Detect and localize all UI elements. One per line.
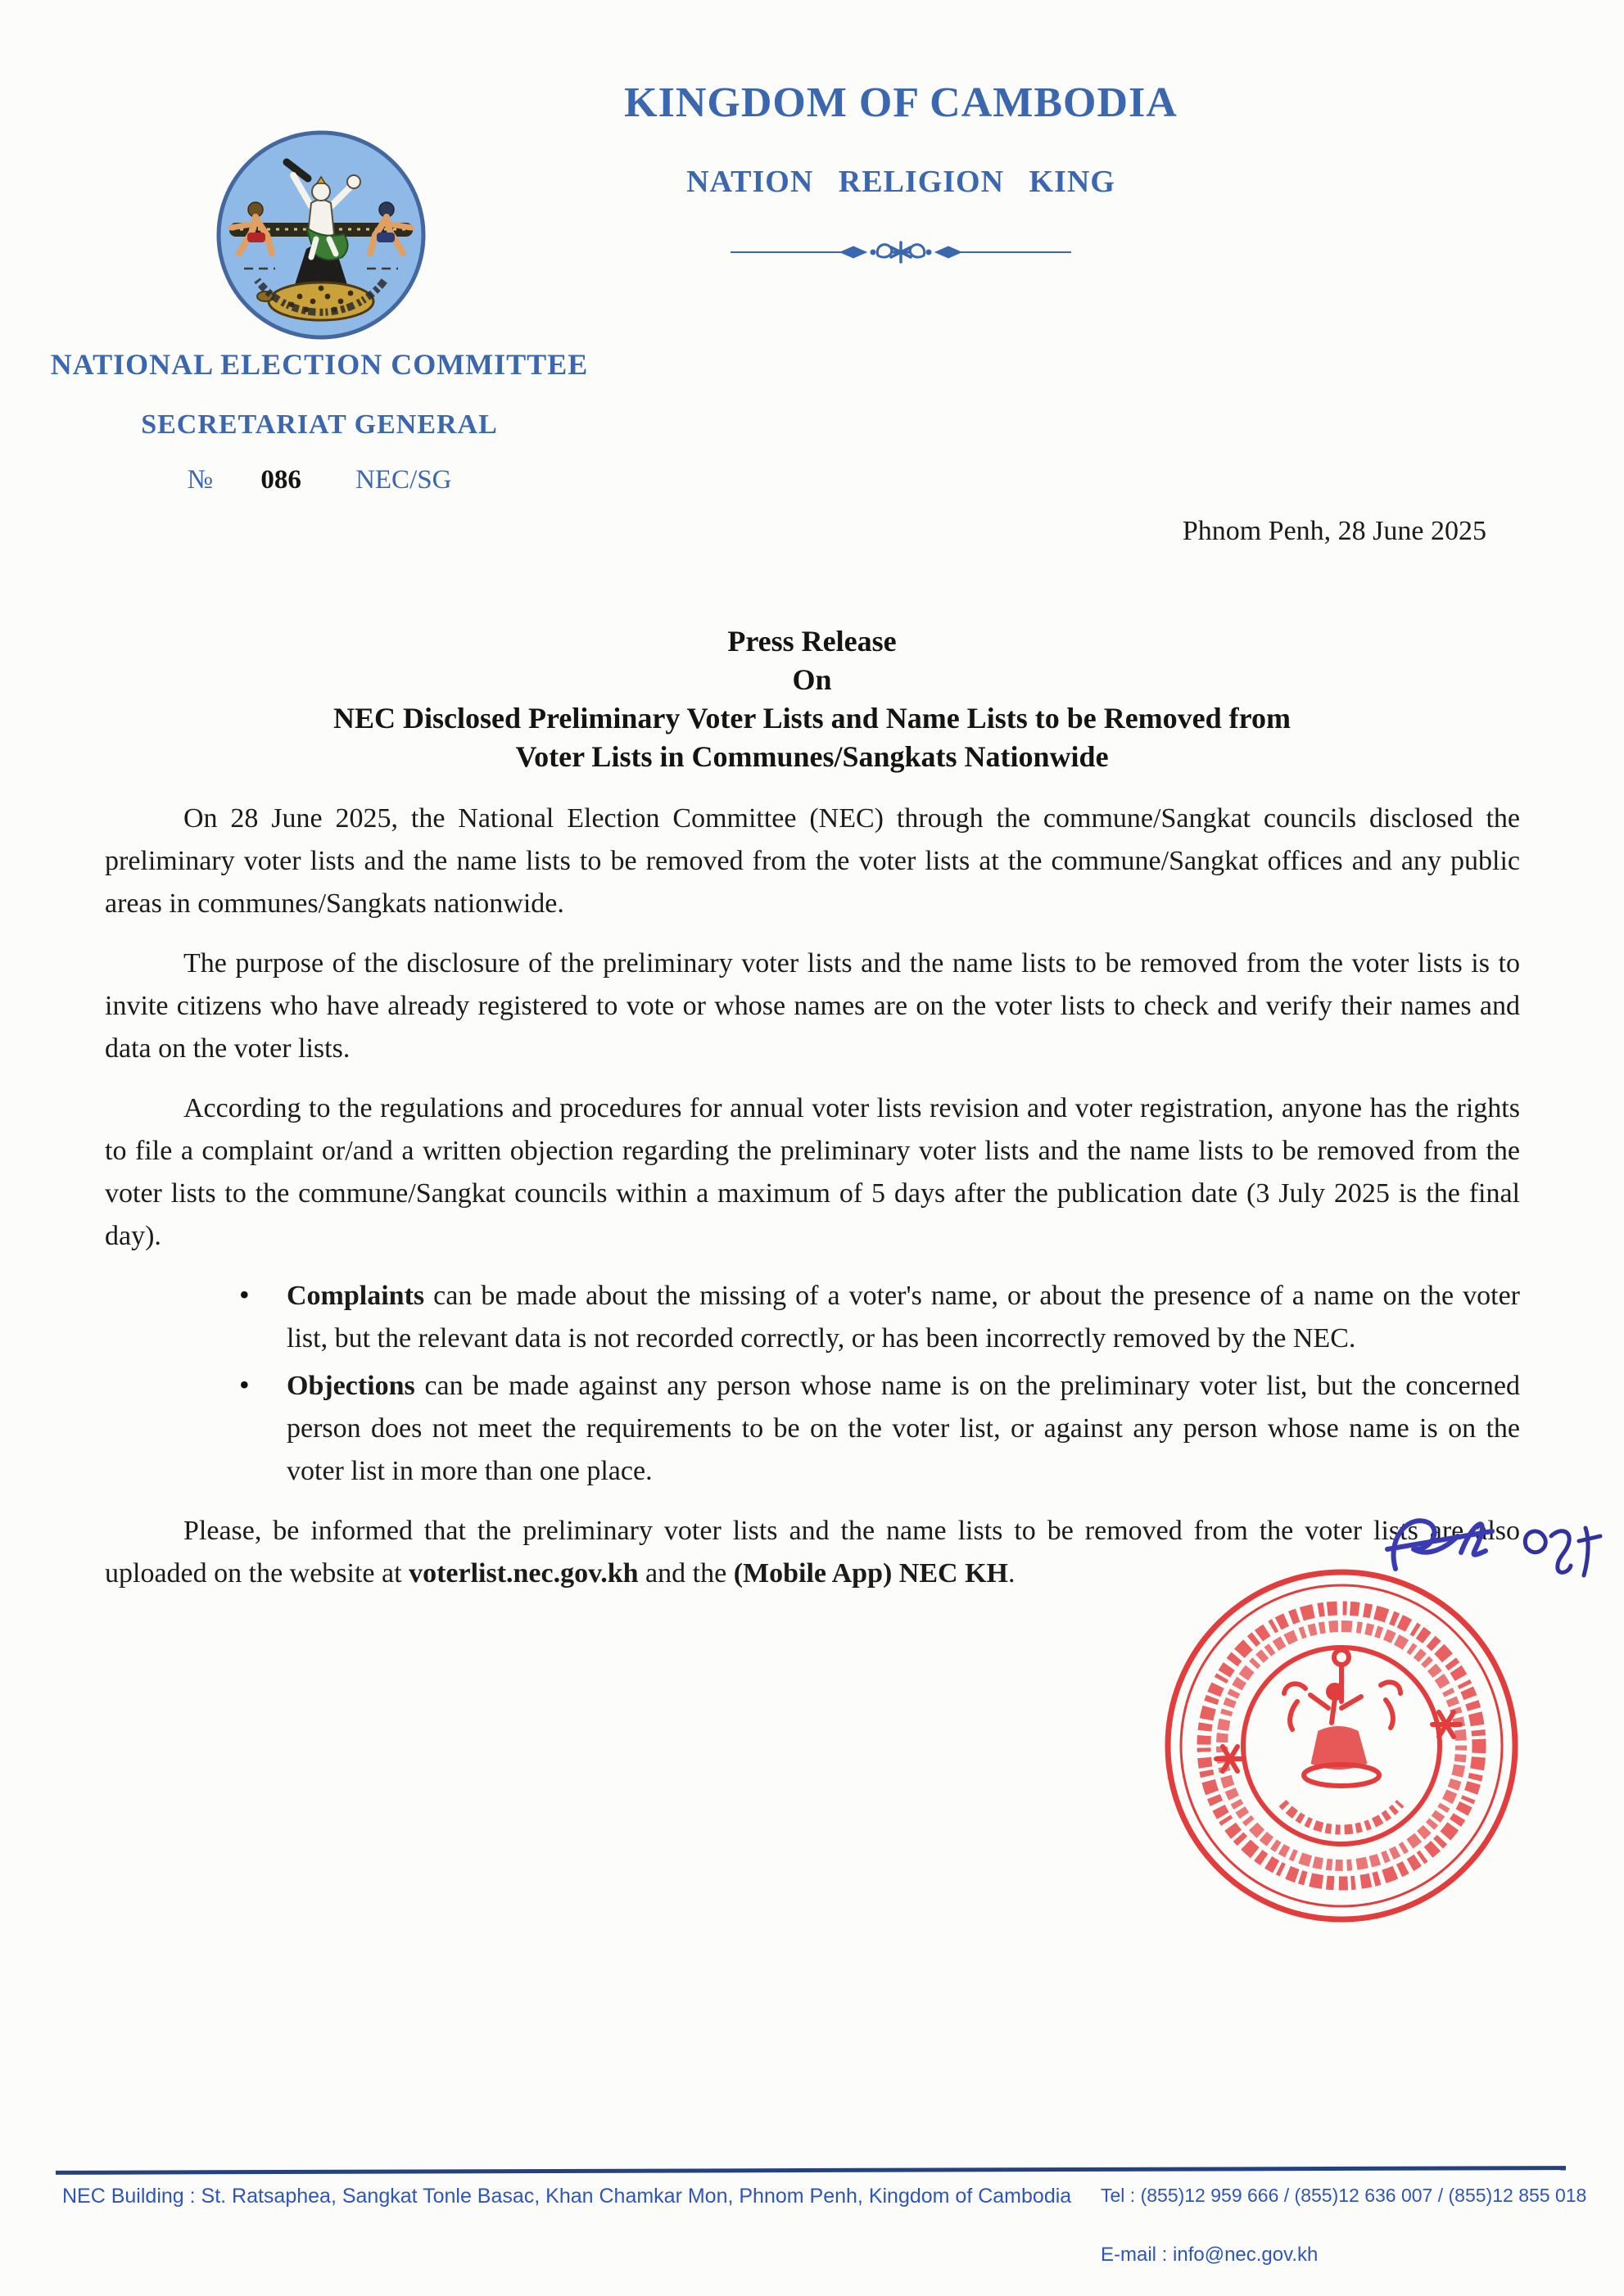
title-line-4: Voter Lists in Communes/Sangkats Nationwide [515, 740, 1109, 773]
document-title [0, 622, 1624, 776]
ref-label: № [187, 465, 214, 495]
nec-emblem-logo [215, 128, 427, 342]
title-line-1: Press Release [727, 625, 897, 658]
kingdom-title: KINGDOM OF CAMBODIA [624, 79, 1178, 126]
bullet-lead: Complaints [287, 1281, 425, 1311]
handwritten-signature [1382, 1498, 1624, 1605]
bullet-text: can be made about the missing of a voter's name, or about the presence of a name on the voter list, but the relevant data is not recorded correctly, or has been incorrectly removed by the NEC. [287, 1281, 1520, 1354]
title-line-3: NEC Disclosed Preliminary Voter Lists and Name Lists to be Removed from [333, 702, 1291, 734]
footer-divider [56, 2166, 1566, 2175]
org-subname: SECRETARIAT GENERAL [141, 409, 498, 440]
org-name: NATIONAL ELECTION COMMITTEE [50, 348, 589, 381]
stamp-center-figure [1284, 1650, 1400, 1786]
body-paragraph-3: According to the regulations and procedures for annual voter lists revision and voter registration, anyone has the rights to file a complaint or/and a written objection regarding the preliminary voter lists and the name lists to be removed from the voter lists to the commune/Sangkat councils within a maximum of 5 days after the publication date (3 July 2025 is the final day). [105, 1093, 1520, 1251]
body-text [105, 798, 1520, 1612]
body-paragraph-2: The purpose of the disclosure of the preliminary voter lists and the name lists to be removed from the voter lists is to invite citizens who have already registered to vote or whose names are on the voter lists to check and verify their names and data on the voter lists. [105, 948, 1520, 1064]
ornament-divider-icon [729, 236, 1073, 269]
website-url: voterlist.nec.gov.kh [409, 1558, 639, 1589]
bullet-lead: Objections [287, 1371, 415, 1401]
closing-text: and the [638, 1558, 734, 1589]
footer-email: E-mail : info@nec.gov.kh [1101, 2244, 1319, 2266]
bullet-text: can be made against any person whose name is on the preliminary voter list, but the concerned person does not meet the requirements to be on the voter list, or against any person whose name is on the voter list in more than one place. [287, 1371, 1520, 1486]
closing-text: . [1008, 1558, 1016, 1589]
bullet-list [105, 1275, 1520, 1493]
bullet-item-objections [239, 1365, 1520, 1493]
body-paragraph-1: On 28 June 2025, the National Election Committee (NEC) through the commune/Sangkat councils disclosed the preliminary voter lists and the name lists to be removed from the voter lists at the commune/Sangkat offices and any public areas in communes/Sangkats nationwide. [105, 803, 1520, 919]
footer-address: NEC Building : St. Ratsaphea, Sangkat Tonle Basac, Khan Chamkar Mon, Phnom Penh, Kingdom of Cambodia [62, 2185, 1072, 2208]
reference-number-line [25, 465, 614, 495]
bullet-item-complaints [239, 1275, 1520, 1360]
footer-telephone: Tel : (855)12 959 666 / (855)12 636 007 / (855)12 855 018 [1101, 2185, 1587, 2206]
title-line-2: On [792, 663, 832, 696]
bullet-marker: • [239, 1278, 250, 1311]
ref-suffix: NEC/SG [355, 465, 452, 495]
dateline: Phnom Penh, 28 June 2025 [1182, 516, 1486, 546]
nec-red-seal-stamp [1153, 1557, 1530, 1934]
mobile-app-name: (Mobile App) NEC KH [733, 1558, 1008, 1589]
national-motto: NATION RELIGION KING [686, 165, 1115, 199]
closing-text: Please, be informed that the preliminary voter lists and the name lists to be removed from the voter lists are also uploaded on the website at [105, 1516, 1520, 1589]
bullet-marker: • [239, 1368, 250, 1401]
ref-number: 086 [260, 465, 301, 495]
